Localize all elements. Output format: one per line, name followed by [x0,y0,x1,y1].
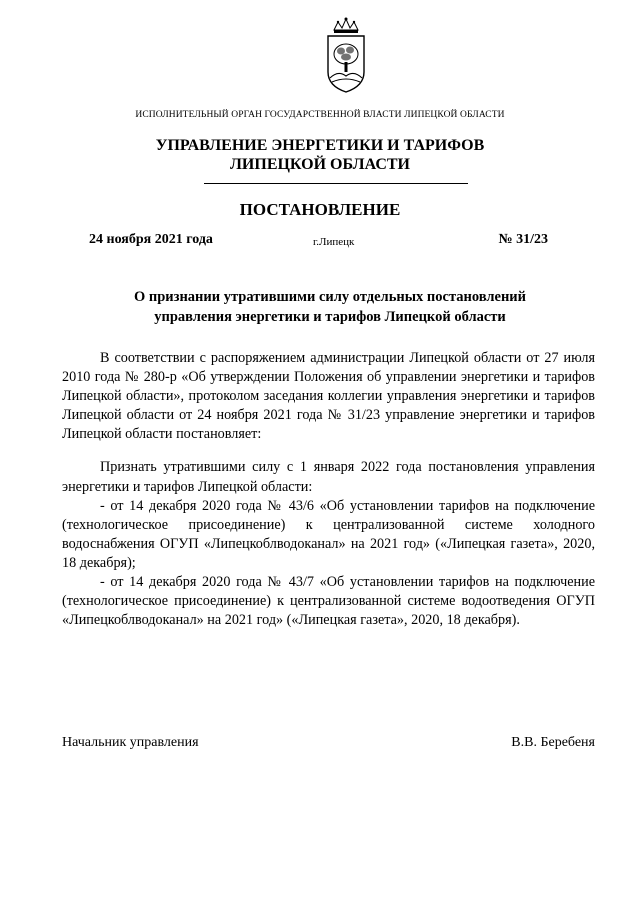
department-line-2: ЛИПЕЦКОЙ ОБЛАСТИ [230,156,410,173]
body-paragraph: Признать утратившими силу с 1 января 2022 года постановления управления энергетики и тарифов Липецкой области: [62,459,595,495]
body-list-item: - от 14 декабря 2020 года № 43/7 «Об установлении тарифов на подключение (технологическое присоединение) к централизованной системе водоотведения ОГУП «Липецкоблводоканал» на 2021 год» («Липецкая газета», 2020, 18 декабря). [62,574,595,629]
subject-line-2: управления энергетики и тарифов Липецкой области [154,309,506,325]
document-city: г.Липецк [313,236,355,248]
document-number: № 31/23 [498,232,548,247]
body-list-item: - от 14 декабря 2020 года № 43/6 «Об установлении тарифов на подключение (технологическое присоединение) к централизованной системе холодного водоснабжения ОГУП «Липецкоблводоканал» на 2021 год» («Липецкая газета», 2020, 18 декабря); [62,497,595,571]
department-name [0,136,640,174]
signature-name: В.В. Беребеня [511,735,595,750]
signature-position: Начальник управления [62,735,199,750]
document-subject [60,287,600,327]
document-body [62,349,595,630]
org-line: ИСПОЛНИТЕЛЬНЫЙ ОРГАН ГОСУДАРСТВЕННОЙ ВЛАСТИ ЛИПЕЦКОЙ ОБЛАСТИ [135,110,505,120]
subject-line-1: О признании утратившими силу отдельных постановлений [133,289,527,305]
header-divider [204,183,468,184]
document-date: 24 ноября 2021 года [89,232,213,247]
coat-of-arms-icon [322,16,370,96]
body-paragraph: В соответствии с распоряжением администрации Липецкой области от 27 июля 2010 года № 280-р «Об утверждении Положения об управлении энергетики и тарифов Липецкой области», протоколом заседания коллегии управления энергетики и тарифов Липецкой области от 24 ноября 2021 года № 31/23 управление энергетики и тарифов Липецкой области постановляет: [62,350,595,443]
document-type: ПОСТАНОВЛЕНИЕ [239,200,401,219]
department-line-1: УПРАВЛЕНИЕ ЭНЕРГЕТИКИ И ТАРИФОВ [155,137,485,154]
